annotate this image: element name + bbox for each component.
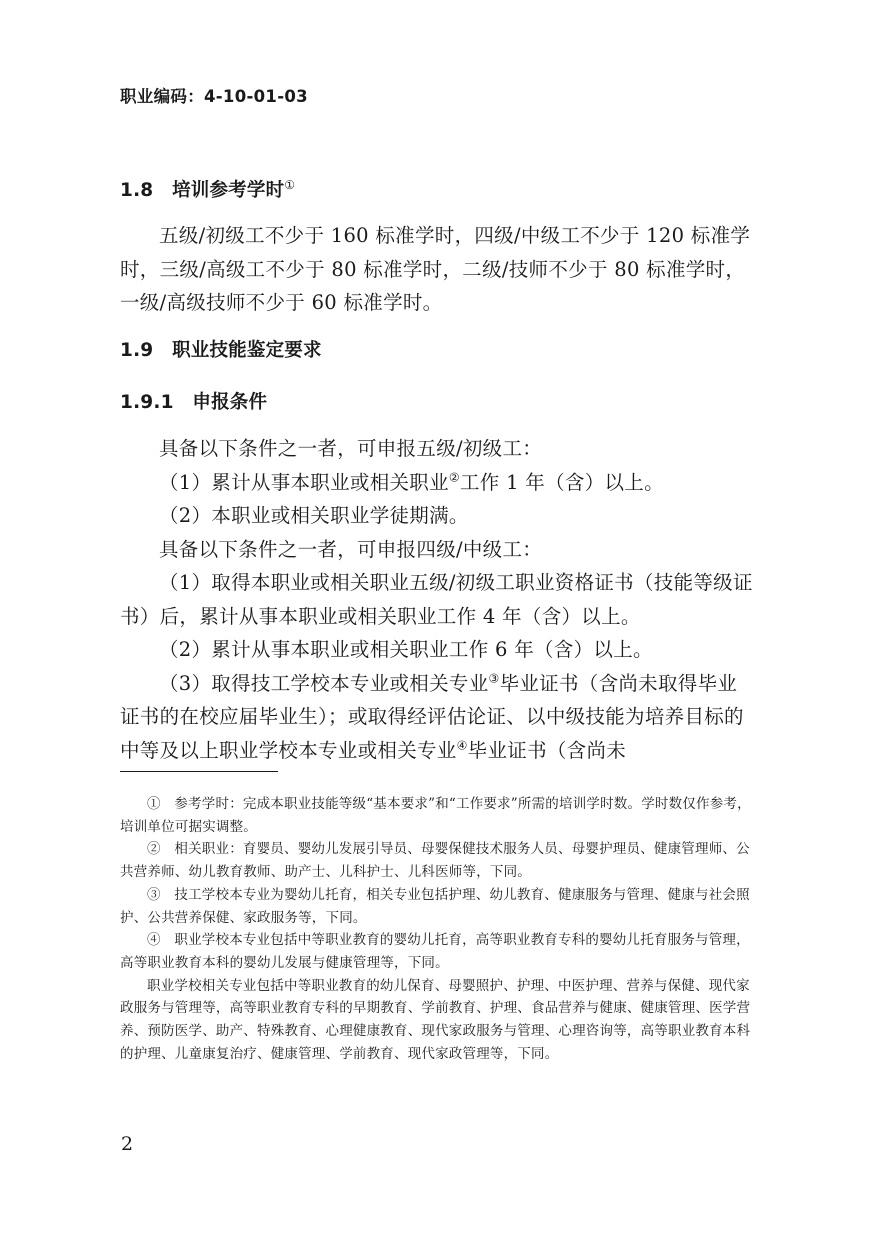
- condition-level4-item2: （2）累计从事本职业或相关职业工作 6 年（含）以上。: [159, 638, 653, 661]
- condition-text: （3）取得技工学校本专业或相关专业: [159, 671, 489, 695]
- application-conditions: [120, 432, 755, 767]
- running-head: 职业编码：4-10-01-03: [120, 87, 308, 106]
- training-hours-paragraph: 五级/初级工不少于 160 标准学时，四级/中级工不少于 120 标准学时，三级/高级工不少于 80 标准学时，二级/技师不少于 80 标准学时，一级/高级技师不少于 60 标准学时。: [120, 224, 751, 314]
- condition-intro-level4: 具备以下条件之一者，可申报四级/中级工：: [159, 537, 543, 561]
- condition-intro-level5: 具备以下条件之一者，可申报五级/初级工：: [159, 437, 543, 460]
- footnote-ref-1: ①: [284, 178, 296, 192]
- condition-text: 工作 1 年（含）以上。: [459, 470, 664, 494]
- footnote-ref-2: ②: [448, 470, 460, 484]
- footnote-4-continued: 职业学校相关专业包括中等职业教育的幼儿保育、母婴照护、护理、中医护理、营养与保健、现代家政服务与管理等，高等职业教育专科的早期教育、学前教育、护理、食品营养与健康、健康管理、医学营养、预防医学、助产、特殊教育、心理健康教育、现代家政服务与管理、心理咨询等，高等职业教育本科的护理、儿童康复治疗、健康管理、学前教育、现代家政管理等，下同。: [120, 977, 751, 1062]
- footnote-2: ② 相关职业：育婴员、婴幼儿发展引导员、母婴保健技术服务人员、母婴护理员、健康管理师、公共营养师、幼儿教育教师、助产士、儿科护士、儿科医师等，下同。: [120, 841, 750, 881]
- footnote-1: ① 参考学时：完成本职业技能等级“基本要求”和“工作要求”所需的培训学时数。学时数仅作参考，培训单位可据实调整。: [120, 796, 751, 835]
- footnote-3: ③ 技工学校本专业为婴幼儿托育，相关专业包括护理、幼儿教育、健康服务与管理、健康与社会照护、公共营养保健、家政服务等，下同。: [120, 886, 750, 926]
- condition-level5-item1: [120, 466, 755, 500]
- footnote-4: ④ 职业学校本专业包括中等职业教育的婴幼儿托育，高等职业教育专科的婴幼儿托育服务与管理，高等职业教育本科的婴幼儿发展与健康管理等，下同。: [120, 932, 750, 971]
- section-heading-1-9-1: 1.9.1 申报条件: [120, 392, 268, 413]
- condition-text: 毕业证书（含尚未取得毕业证书的在校应届毕业生）；或取得经评估论证、以中级技能为培养目标的中等及以上职业学校本专业或相关专业: [120, 671, 744, 762]
- footnote-ref-3: ③: [488, 671, 500, 685]
- section-heading-1-8: [120, 172, 755, 204]
- footnote-divider: [120, 771, 278, 772]
- condition-level4-item1: （1）取得本职业或相关职业五级/初级工职业资格证书（技能等级证书）后，累计从事本职业或相关职业工作 4 年（含）以上。: [120, 571, 753, 628]
- condition-level4-item3: [120, 667, 755, 768]
- page-number: 2: [121, 1133, 134, 1155]
- training-hours-block: [120, 219, 755, 320]
- condition-level5-item2: （2）本职业或相关职业学徒期满。: [159, 504, 469, 527]
- condition-text: （1）累计从事本职业或相关职业: [159, 470, 449, 494]
- condition-text: 毕业证书（含尚未: [467, 738, 627, 762]
- footnote-ref-4: ④: [456, 738, 468, 752]
- section-heading-1-9: 1.9 职业技能鉴定要求: [120, 340, 322, 361]
- section-heading-text: 1.8 培训参考学时: [120, 180, 285, 202]
- footnotes: [120, 793, 755, 1065]
